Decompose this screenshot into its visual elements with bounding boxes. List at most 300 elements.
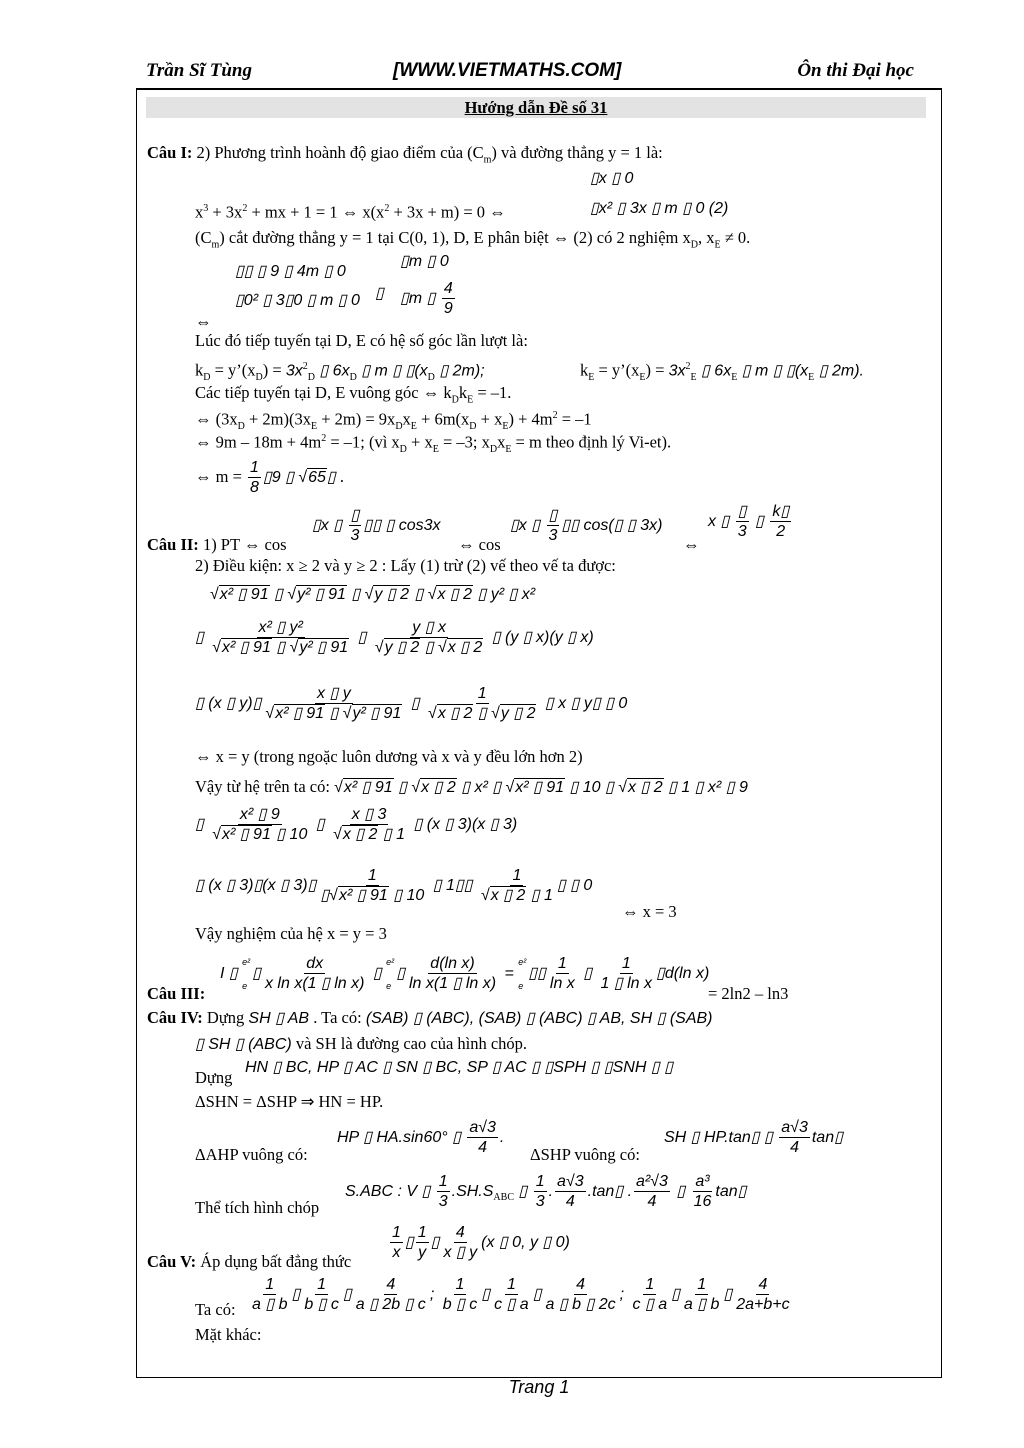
square-root: √x² ▯ 91 xyxy=(334,779,393,796)
cau2-label xyxy=(147,535,287,555)
math-text: ▯ 1▯▯ xyxy=(428,876,477,894)
text: ⇔ 9m – 18m + 4m xyxy=(195,432,322,452)
cau3-result xyxy=(708,984,788,1004)
denominator xyxy=(692,1192,714,1212)
square-root: √x ▯ 2 xyxy=(428,705,473,722)
math-text: ▯ xyxy=(750,512,769,530)
cau2-expr-c xyxy=(708,502,793,542)
text: x xyxy=(195,202,204,222)
text: c ▯ a xyxy=(632,1296,668,1313)
square-root: √x ▯ 2 xyxy=(480,887,526,904)
text: = –1 xyxy=(557,409,592,429)
text: ▯ xyxy=(350,507,360,524)
numerator xyxy=(416,1223,429,1243)
text: 4 xyxy=(790,1139,800,1156)
text: ) = xyxy=(262,360,286,380)
square-root: √y ▯ 2 xyxy=(491,705,536,722)
numerator xyxy=(534,1172,547,1192)
text: 4 xyxy=(478,1139,488,1156)
math-text: . xyxy=(548,1182,554,1200)
subscript: E xyxy=(588,371,595,383)
question-label: Câu II: xyxy=(147,535,199,554)
subscript: m xyxy=(483,154,492,166)
math-text: 1 xyxy=(512,867,522,884)
square-root: √x² ▯ 91 xyxy=(265,705,325,722)
square-root: √y ▯ 2 xyxy=(364,586,409,603)
text: = y’(x xyxy=(210,360,256,380)
cau4-volume-math xyxy=(345,1172,746,1212)
math-text: ▯ 6x xyxy=(696,362,732,380)
fraction xyxy=(263,954,367,994)
denominator xyxy=(263,704,404,724)
subscript: E xyxy=(505,443,512,455)
question-label: Câu III: xyxy=(147,984,206,1003)
subscript: E xyxy=(714,239,721,251)
subscript: D xyxy=(469,420,477,432)
radicand: y² ▯ 91 xyxy=(297,586,346,603)
text: 4 xyxy=(576,1276,586,1293)
text: = y’(x xyxy=(594,360,640,380)
text: k▯ xyxy=(772,503,790,520)
denominator xyxy=(318,886,426,906)
denominator xyxy=(250,1295,290,1315)
math-text: ▯ x ▯ y▯ ▯ 0 xyxy=(540,694,628,712)
text: = –3; x xyxy=(438,432,490,452)
math-text: ▯ xyxy=(311,815,330,833)
denominator xyxy=(646,1192,659,1212)
text: + 3x + m) = 0 ⇔ xyxy=(389,202,506,222)
fraction xyxy=(354,1275,428,1315)
question-label: Câu IV: xyxy=(147,1008,203,1027)
cau3-integral xyxy=(220,952,709,996)
text: ⇔ m = xyxy=(195,466,247,486)
math-text: ▯ xyxy=(346,586,365,603)
text: y xyxy=(418,1244,427,1261)
subscript: E xyxy=(808,371,815,383)
math-text: = xyxy=(500,964,519,982)
subscript: D xyxy=(203,371,211,383)
numerator xyxy=(350,805,389,825)
fraction xyxy=(599,954,655,994)
math-text: ▯x ▯ 0 xyxy=(590,170,634,187)
text: 4 xyxy=(647,1193,657,1210)
text: + 6m(x xyxy=(416,409,470,429)
subscript: ABC xyxy=(493,1192,514,1204)
numerator xyxy=(476,684,489,704)
math-text: ▯ xyxy=(481,1285,491,1303)
cau5-intro xyxy=(147,1252,351,1272)
text: 1 xyxy=(621,955,631,972)
math-text: . xyxy=(499,1128,505,1146)
cau3-label xyxy=(147,984,205,1004)
numerator xyxy=(454,1223,467,1243)
denominator xyxy=(534,1192,547,1212)
text: 1 ▯ ln x xyxy=(600,975,653,992)
radicand: x ▯ 2 xyxy=(490,887,526,904)
text: Lúc đó tiếp tuyến tại D, E có hệ số góc lần lượt là: xyxy=(195,331,528,350)
denominator xyxy=(492,1295,531,1315)
text: Mặt khác: xyxy=(195,1325,262,1344)
numerator xyxy=(454,1275,467,1295)
denominator xyxy=(682,1295,722,1315)
fraction xyxy=(318,866,426,906)
denominator xyxy=(373,638,485,658)
cau4-construct xyxy=(195,1068,232,1088)
cau5-mat-khac xyxy=(195,1325,261,1345)
numerator xyxy=(315,1275,328,1295)
text: a ▯ b ▯ 2c xyxy=(545,1296,616,1313)
subscript: E xyxy=(311,420,318,432)
cau2-condition xyxy=(195,556,616,576)
denominator xyxy=(788,1138,801,1158)
math-text: ▯ xyxy=(375,285,384,302)
cau1-system-a xyxy=(590,168,633,189)
fraction xyxy=(248,458,261,498)
math-text: .SH.S xyxy=(451,1182,494,1200)
subscript: D xyxy=(399,443,407,455)
math-text: ▯ xyxy=(723,1285,733,1303)
cau2-expr-a xyxy=(312,506,441,546)
math-text: ▯ xyxy=(271,639,290,656)
text: 1 xyxy=(535,1173,545,1190)
numerator xyxy=(349,506,362,526)
cau2-factor-eq xyxy=(195,684,627,724)
math-text: ▯ SH ▯ (ABC) xyxy=(195,1036,292,1053)
text: ) cắt đường thẳng y = 1 tại C(0, 1), D, E phân biệt ⇔ (2) có 2 nghiệm x xyxy=(219,228,691,247)
integral-limits xyxy=(386,952,394,996)
fraction xyxy=(416,1223,429,1263)
integral-limits xyxy=(518,952,526,996)
math-text: ▯▯ ▯ cos3x xyxy=(363,516,441,534)
cau5-taco-math xyxy=(248,1275,794,1315)
math-text: ▯ xyxy=(326,468,336,486)
numerator xyxy=(384,1275,397,1295)
numerator xyxy=(643,1275,656,1295)
square-root: √y ▯ 2 xyxy=(374,639,420,656)
denominator xyxy=(547,526,560,546)
radicand: x² ▯ 91 xyxy=(338,887,388,904)
cau2-x-eq-3 xyxy=(622,902,677,922)
text: , x xyxy=(697,228,715,247)
cau2-expr-b xyxy=(510,506,662,546)
denominator xyxy=(407,974,498,994)
cau2-iff xyxy=(683,535,700,555)
math-text: I ▯ xyxy=(220,964,243,982)
math-text: ; xyxy=(619,1285,629,1303)
subscript: E xyxy=(410,420,417,432)
text: a ▯ 2b ▯ c xyxy=(355,1296,426,1313)
math-text: ▯ xyxy=(325,705,343,722)
text: x xyxy=(392,1244,401,1261)
denominator xyxy=(736,522,749,542)
text: ) và đường thẳng y = 1 là: xyxy=(491,143,663,162)
cau4-ahp xyxy=(195,1145,308,1165)
math-text: ▯ (y ▯ x)(y ▯ x) xyxy=(487,628,594,646)
math-text: ▯ xyxy=(532,1285,542,1303)
math-text: ▯ xyxy=(252,964,261,982)
math-text: x ▯ 3 xyxy=(351,806,387,823)
math-text: HP ▯ HA.sin60° ▯ xyxy=(337,1128,466,1146)
text: Ta có: xyxy=(195,1300,236,1319)
text: ln x xyxy=(549,975,575,992)
text: 3 xyxy=(535,1193,545,1210)
fraction xyxy=(770,502,791,542)
math-text: ▯ (x ▯ y)▯ xyxy=(195,694,262,712)
cau1-cut-condition xyxy=(195,228,750,255)
numerator xyxy=(366,866,379,886)
cau2-factor-eq2 xyxy=(195,866,592,906)
math-text: 3x xyxy=(285,362,303,380)
text: 1 xyxy=(438,1173,448,1190)
title-bar xyxy=(146,97,926,118)
denominator xyxy=(302,1295,341,1315)
math-text: ▯ xyxy=(671,1285,680,1303)
subscript: D xyxy=(255,371,263,383)
square-root: √y² ▯ 91 xyxy=(287,586,346,603)
math-text: ; xyxy=(429,1285,439,1303)
fraction xyxy=(210,618,351,658)
header-site: [WWW.VIETMATHS.COM] xyxy=(393,60,622,81)
cau1-intro xyxy=(147,143,663,170)
text: ⇔ cos xyxy=(458,535,501,554)
text: ▯ xyxy=(737,503,747,520)
superscript: 2 xyxy=(685,361,691,372)
lower-limit: e xyxy=(386,981,392,991)
text: 4 xyxy=(443,280,453,297)
numerator xyxy=(693,1172,711,1192)
math-text: x ▯ y xyxy=(317,685,351,702)
numerator xyxy=(547,506,560,526)
fraction xyxy=(682,1275,722,1315)
page-title: Hướng dẫn Đề số 31 xyxy=(464,98,608,117)
text: (C xyxy=(195,228,212,247)
numerator xyxy=(779,1118,810,1138)
math-text: ▯9 ▯ xyxy=(262,468,299,486)
text: 1 xyxy=(557,955,567,972)
square-root: √65 xyxy=(298,468,326,486)
cau1-tangent-intro xyxy=(195,331,528,351)
square-root: √x ▯ 2 xyxy=(333,826,378,843)
math-text: ▯ 10 ▯ xyxy=(565,779,619,796)
math-text: ▯ xyxy=(195,628,209,646)
square-root: √y² ▯ 91 xyxy=(342,705,402,722)
text: = –1; (vì x xyxy=(326,432,400,452)
math-text: ▯ 1 ▯ x² ▯ 9 xyxy=(663,779,748,796)
math-text: ▯ ▯ 0 xyxy=(556,876,593,894)
radicand: x ▯ 2 xyxy=(628,779,663,796)
math-text: ▯ m ▯ ▯(x xyxy=(356,362,428,380)
text: Vậy từ hệ trên ta có: xyxy=(195,777,335,796)
radicand: y² ▯ 91 xyxy=(352,705,402,722)
radicand: y² ▯ 91 xyxy=(299,639,349,656)
numerator xyxy=(257,618,305,638)
text: Thể tích hình chóp xyxy=(195,1198,320,1217)
numerator xyxy=(770,502,791,522)
math-text: ▯ xyxy=(473,705,492,722)
math-text: x² ▯ 9 xyxy=(239,806,280,823)
text: + 2m) = 9x xyxy=(317,409,396,429)
superscript: 2 xyxy=(384,203,390,214)
superscript: 2 xyxy=(242,203,248,214)
superscript: 2 xyxy=(302,361,308,372)
cau1-vieta xyxy=(195,429,671,460)
numerator xyxy=(555,1172,586,1192)
square-root: √x² ▯ 91 xyxy=(505,779,565,796)
math-text: SH ▯ HP.tan▯ ▯ xyxy=(664,1128,778,1146)
math-text: ▯m ▯ xyxy=(400,289,440,307)
text: 1 xyxy=(506,1276,516,1293)
subscript: E xyxy=(731,371,738,383)
text: ΔSHP vuông có: xyxy=(530,1145,640,1164)
text: x xyxy=(497,432,506,452)
text: ⇔ xyxy=(683,535,700,554)
square-root: √x ▯ 2 xyxy=(618,779,663,796)
denominator xyxy=(774,522,787,542)
denominator xyxy=(354,1295,428,1315)
text: = m theo định lý Vi-et). xyxy=(511,432,672,452)
page-number: Trang 1 xyxy=(508,1377,570,1397)
math-text: SH ▯ AB xyxy=(248,1010,310,1027)
text: c ▯ a xyxy=(494,1296,529,1313)
subscript: E xyxy=(502,420,509,432)
math-text: ▯ xyxy=(368,964,387,982)
text: ⇔ x = 3 xyxy=(622,902,677,921)
text: b ▯ c xyxy=(442,1296,478,1313)
denominator xyxy=(442,299,455,319)
text: 1 xyxy=(455,1276,465,1293)
math-text: ▯ xyxy=(513,1182,532,1200)
text: 1 xyxy=(697,1276,707,1293)
subscript: E xyxy=(690,371,697,383)
text: 4 xyxy=(455,1224,465,1241)
math-text: tan▯ xyxy=(715,1182,747,1200)
text: 4 xyxy=(758,1276,768,1293)
text: a ▯ b xyxy=(683,1296,720,1313)
radicand: x² ▯ 91 xyxy=(222,639,271,656)
fraction xyxy=(548,954,577,994)
square-root: √x² ▯ 91 xyxy=(212,826,271,843)
math-text: ▯ 10 xyxy=(271,826,308,843)
subscript: D xyxy=(237,420,245,432)
question-label: Câu V: xyxy=(147,1252,197,1271)
radicand: x² ▯ 91 xyxy=(515,779,565,796)
text: 2a+b+c xyxy=(736,1296,790,1313)
subscript: E xyxy=(639,371,646,383)
math-text: ▯ xyxy=(410,586,428,603)
text: ) = xyxy=(645,360,669,380)
text: ⇔ x = y (trong ngoặc luôn dương và x và y đều lớn hơn 2) xyxy=(195,747,583,766)
math-text: ▯ xyxy=(430,1233,440,1251)
text: = 2ln2 – ln3 xyxy=(708,984,789,1003)
radicand: x² ▯ 91 xyxy=(219,586,269,603)
math-text: ▯ 10 xyxy=(388,887,425,904)
math-text: ▯ 2m). xyxy=(814,362,864,380)
text: Dựng xyxy=(195,1068,233,1087)
radicand: y ▯ 2 xyxy=(374,586,409,603)
denominator xyxy=(248,478,261,498)
math-text: ▯ xyxy=(269,586,288,603)
numerator xyxy=(556,954,569,974)
subscript: D xyxy=(427,371,435,383)
text: 3 xyxy=(438,1193,448,1210)
fraction xyxy=(547,506,560,546)
math-text: ▯x ▯ xyxy=(510,516,545,534)
math-text: ▯m ▯ 0 xyxy=(400,253,449,270)
text: 3 xyxy=(737,523,747,540)
cau2-frac-eq2 xyxy=(195,805,517,845)
fraction xyxy=(407,954,498,994)
math-text: (SAB) ▯ (ABC), (SAB) ▯ (ABC) ▯ AB, SH ▯ (SAB) xyxy=(365,1010,713,1027)
fraction xyxy=(210,805,309,845)
fraction xyxy=(426,684,538,724)
math-text: ▯ x² ▯ xyxy=(456,779,506,796)
fraction xyxy=(302,1275,341,1315)
fraction xyxy=(779,1118,810,1158)
text: + x xyxy=(406,432,433,452)
text: và SH là đường cao của hình chóp. xyxy=(291,1034,528,1053)
fraction xyxy=(331,805,407,845)
math-text: ▯ xyxy=(671,1182,690,1200)
math-text: ▯x² ▯ 3x ▯ m ▯ 0 (2) xyxy=(590,200,729,217)
fraction xyxy=(692,1172,714,1212)
fraction xyxy=(634,1172,670,1212)
math-text: x ▯ xyxy=(708,512,734,530)
text: ΔAHP vuông có: xyxy=(195,1145,308,1164)
cau5-taco xyxy=(195,1300,236,1320)
fraction xyxy=(349,506,362,546)
text: + x xyxy=(476,409,503,429)
text: . Ta có: xyxy=(309,1008,366,1027)
denominator xyxy=(441,1243,479,1263)
subscript: m xyxy=(211,239,220,251)
math-text: ▯ (x ▯ 3)▯(x ▯ 3)▯ xyxy=(195,876,317,894)
radicand: x ▯ 2 xyxy=(421,779,456,796)
upper-limit: e² xyxy=(518,957,527,967)
fraction xyxy=(250,1275,290,1315)
cau1-system-b xyxy=(590,198,728,219)
math-text: 1 xyxy=(367,867,377,884)
fraction xyxy=(441,1275,480,1315)
subscript: D xyxy=(690,239,698,251)
cau5-inequality xyxy=(388,1223,570,1263)
cau1-system2-d xyxy=(400,279,457,319)
subscript: D xyxy=(307,371,315,383)
text: a√3 xyxy=(469,1119,496,1136)
numerator xyxy=(238,805,282,825)
text: ▯ xyxy=(548,507,558,524)
cau1-kE xyxy=(580,357,864,388)
subscript: E xyxy=(467,394,474,406)
cau4-construct-math xyxy=(245,1057,673,1078)
math-text: ▯ xyxy=(320,887,330,904)
upper-limit: e² xyxy=(242,957,251,967)
lower-limit: e xyxy=(518,981,524,991)
numerator xyxy=(248,458,261,478)
math-text: ▯ xyxy=(195,815,209,833)
math-text: S.ABC : V ▯ xyxy=(345,1182,435,1200)
fraction xyxy=(734,1275,791,1315)
subscript: D xyxy=(451,394,459,406)
text: ⇔ (3x xyxy=(195,409,238,429)
math-text: ▯ 1 xyxy=(526,887,553,904)
text: 8 xyxy=(250,479,259,496)
text: a²√3 xyxy=(636,1173,668,1190)
fraction xyxy=(492,1275,531,1315)
text: a³ xyxy=(695,1173,710,1190)
radicand: x ▯ 2 xyxy=(437,705,473,722)
text: + 3x xyxy=(208,202,243,222)
cau1-system2-a xyxy=(235,261,346,282)
